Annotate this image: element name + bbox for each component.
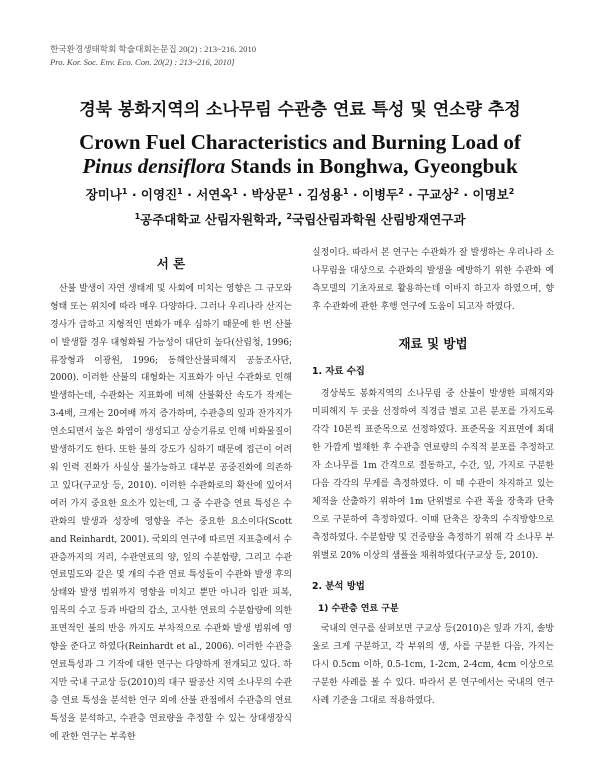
title-korean: 경북 봉화지역의 소나무림 수관층 연료 특성 및 연소량 추정 — [79, 100, 521, 120]
affiliation: 국립산림과학원 산림방재연구과 — [292, 212, 466, 227]
body-paragraph: 산불 발생이 자연 생태계 및 사회에 미치는 영향은 그 규모와 형태 또는 위치에 따라 매우 다양하다. 그러나 우리나라 산지는 경사가 급하고 지형적인 변화가 매우 심하기 때문에 한 번 산불이 발생할 경우 대형화될 가능성이 대단히 높다(산림청, 1996; 류장형과 이광원, 1996; 동해안산불피해지 공동조사단, 2000). 이러한 산불의 대형화는 지표화가 아닌 수관화로 인해 발생하는데, 수관화는 지표화에 비해 산불확산 속도가 작게는 3-4배, 크게는 20여배 까지 증가하며, 수관층의 잎과 잔가지가 연소되면서 높은 화염이 생성되고 상승기류로 인해 비화물질이 발생하기도 한다. 또한 불의 강도가 심하기 때문에 접근이 어려워 인력 진화가 사실상 불가능하고 대부분 공중진화에 의존하고 있다(구교상 등, 2010). 이러한 수관화로의 확산에 있어서 여러 가지 중요한 요소가 있는데, 그 중 수관층 연료 특성은 수관화의 발생과 성장에 영향을 주는 중요한 요소이다(Scott and Reinhardt, 2001). 국외의 연구에 따르면 지표층에서 수관층까지의 거리, 수관연료의 양, 잎의 수분함량, 그리고 수관연료밀도와 같은 몇 개의 수관 연료 특성들이 수관화 발생 후의 상태와 발생 범위까지 영향을 미치고 뿐만 아니라 임관 피복, 임목의 수고 등과 바람의 감소, 고사한 연료의 수분함량에 의한 표면적인 불의 반응 까지도 부차적으로 수관화 발생 범위에 영향을 준다고 하였다(Reinhardt et al., 2006). 이러한 수관층 연료특성과 그 기작에 대한 연구는 다양하게 전개되고 있다. 하지만 국내 구교상 등(2010)의 대구 팔공산 지역 소나무의 수관층 연료 특성을 분석한 연구 외에 산불 관점에서 수관층의 연료 특성을 분석하고, 수관층 연료량을 추정할 수 있는 상대생장식에 관한 연구는 부족한 — [50, 283, 292, 742]
title-english-line1: Crown Fuel Characteristics and Burning Load of — [79, 130, 521, 154]
author: 서연옥$^1$ — [196, 187, 238, 202]
title-english-line2-rest: Stands in Bonghwa, Gyeongbuk — [225, 154, 518, 178]
author: 박상문$^1$ — [251, 187, 294, 202]
species-name: Pinus densiflora — [82, 154, 226, 178]
body-paragraph: 실정이다. 따라서 본 연구는 수관화가 잘 발생하는 우리나라 소나무림을 대상으로 수관화의 발생을 예방하기 위한 수관화 예측모델의 기초자료로 활용하는데 이바지 하고자 하였으며, 향후 수관화에 관한 후행 연구에 도움이 되고자 하였다. — [312, 248, 554, 312]
journal-header — [50, 43, 470, 69]
author-list: 장미나$^1$ · 이영진$^1$ · 서연옥$^1$ · 박상문$^1$ · 김성용$^1$ · 이병두$^2$ · 구교상$^2$ · 이명보$^2$ — [85, 187, 515, 202]
author: 이영진$^1$ — [140, 187, 183, 202]
section-heading-introduction: 서 론 — [156, 256, 186, 271]
subsection-heading-data-collection: 1. 자료 수집 — [312, 365, 365, 377]
body-paragraph: 국내의 연구를 살펴보면 구교상 등(2010)은 잎과 가지, 솔방울로 크게 구분하고, 각 부위의 생, 사를 구분한 다음, 가지는 다시 0.5cm 이하, 0.5-1cm, 1-2cm, 2-4cm, 4cm 이상으로 구분한 사례를 볼 수 있다. 따라서 본 연구에서는 국내의 연구사례 기준을 그대로 적용하였다. — [312, 624, 554, 706]
title-english-line2 — [0, 154, 600, 179]
author: 장미나$^1$ — [85, 187, 128, 202]
journal-citation-korean: 한국환경생태학회 학술대회논문집 20(2) : 213~216. 2010 — [50, 44, 257, 54]
body-paragraph: 경상북도 봉화지역의 소나무림 중 산불이 발생한 피해지와 미피해지 두 곳을 선정하여 직경급 별로 고른 분포를 가지도록 각각 10본씩 표준목으로 선정하였다. 표준목을 지표면에 최대한 가깝게 벌채한 후 수관층 연료량의 수직적 분포를 추정하고자 소나무를 1m 간격으로 절동하고, 수간, 잎, 가지로 구분한 다음 각각의 무게를 측정하였다. 이 때 수관이 차지하고 있는 체적을 산출하기 위하여 1m 단위별로 수관 폭을 장축과 단축으로 구분하여 측정하였다. 이때 단축은 장축의 수직방향으로 측정하였다. 수분함량 및 건중량을 측정하기 위해 각 소나무 부위별로 20% 이상의 샘플을 채취하였다(구교상 등, 2010). — [312, 389, 554, 561]
author: 구교상$^2$ — [417, 187, 460, 202]
right-column — [312, 245, 554, 711]
section-heading-methods: 재료 및 방법 — [398, 335, 468, 351]
author: 이명보$^2$ — [472, 187, 515, 202]
journal-citation-english: Pro. Kor. Soc. Env. Eco. Con. 20(2) : 213~216, 2010] — [50, 57, 235, 67]
author: 이병두$^2$ — [361, 187, 404, 202]
author: 김성용$^1$ — [306, 187, 349, 202]
subsection-heading-analysis: 2. 분석 방법 — [312, 580, 365, 592]
affiliation: 공주대학교 산림자원학과, — [140, 212, 287, 227]
affiliations: $^1$공주대학교 산림자원학과, $^2$국립산림과학원 산림방재연구과 — [134, 212, 466, 227]
left-column — [50, 245, 292, 746]
subsubsection-heading-crown-fuel: 1) 수관층 연료 구분 — [318, 604, 399, 615]
